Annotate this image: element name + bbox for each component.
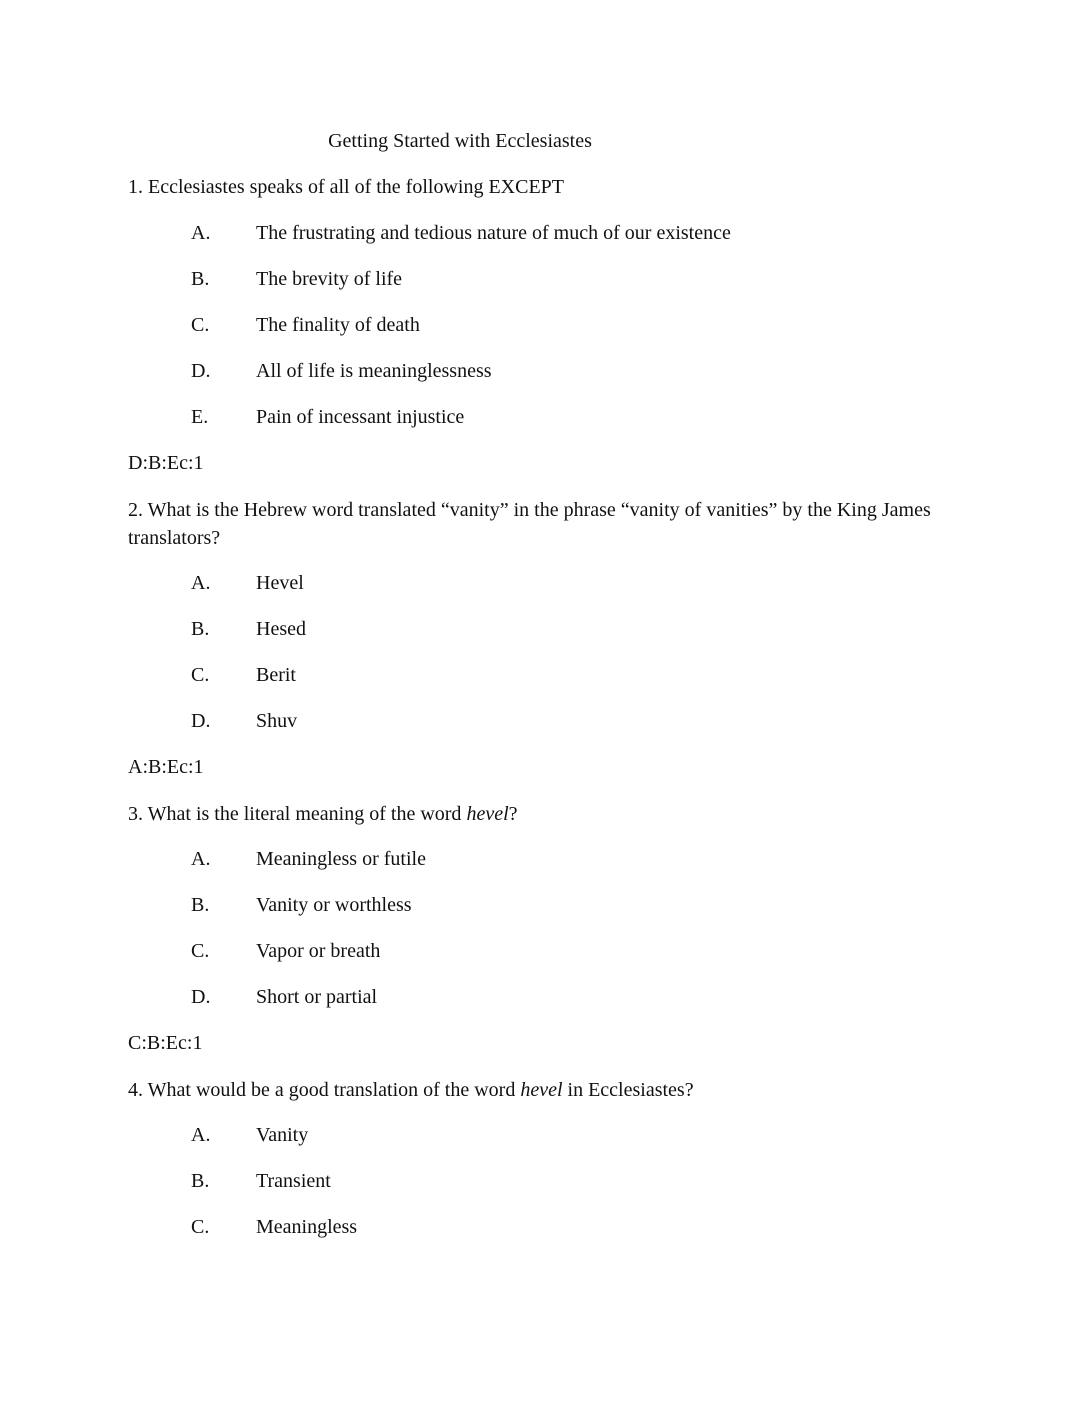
prompt-italic-term: hevel [466,803,509,825]
question-2-prompt: 2. What is the Hebrew word translated “vanity” in the phrase “vanity of vanities” by the King James translators? [128,499,931,549]
question-1-prompt: 1. Ecclesiastes speaks of all of the following EXCEPT [128,176,565,198]
option-letter: B. [191,268,210,290]
option-text: Vanity or worthless [256,894,412,916]
option-letter: B. [191,1170,210,1192]
prompt-text-end: in Ecclesiastes? [562,1079,694,1101]
question-1-answer-key: D:B:Ec:1 [128,452,204,474]
prompt-text-end: ? [508,803,518,825]
option-letter: C. [191,940,210,962]
option-text: All of life is meaninglessness [256,360,492,382]
option-letter: C. [191,1216,210,1238]
question-2-answer-key: A:B:Ec:1 [128,756,204,778]
question-4-prompt [128,1076,694,1104]
option-text: The frustrating and tedious nature of much of our existence [256,222,731,244]
option-text: Hevel [256,572,304,594]
option-text: Vanity [256,1124,309,1146]
option-letter: C. [191,314,210,336]
question-3-prompt [128,800,518,828]
option-letter: A. [191,572,211,594]
option-letter: C. [191,664,210,686]
option-text: Meaningless or futile [256,848,426,870]
prompt-text: 3. What is the literal meaning of the word [128,803,467,825]
option-text: The finality of death [256,314,420,336]
question-3-answer-key: C:B:Ec:1 [128,1032,203,1054]
prompt-text: 4. What would be a good translation of the word [128,1079,521,1101]
option-text: Berit [256,664,296,686]
option-letter: A. [191,848,211,870]
option-text: The brevity of life [256,268,403,290]
option-text: Hesed [256,618,306,640]
option-text: Vapor or breath [256,940,381,962]
option-letter: D. [191,360,211,382]
prompt-italic-term: hevel [520,1079,563,1101]
option-text: Shuv [256,710,298,732]
option-text: Meaningless [256,1216,358,1238]
option-letter: B. [191,894,210,916]
option-text: Pain of incessant injustice [256,406,465,428]
option-text: Transient [256,1170,331,1192]
option-letter: A. [191,1124,211,1146]
document-title: Getting Started with Ecclesiastes [328,130,592,152]
option-letter: B. [191,618,210,640]
option-letter: E. [191,406,209,428]
option-letter: D. [191,710,211,732]
option-letter: D. [191,986,211,1008]
option-text: Short or partial [256,986,378,1008]
option-letter: A. [191,222,211,244]
